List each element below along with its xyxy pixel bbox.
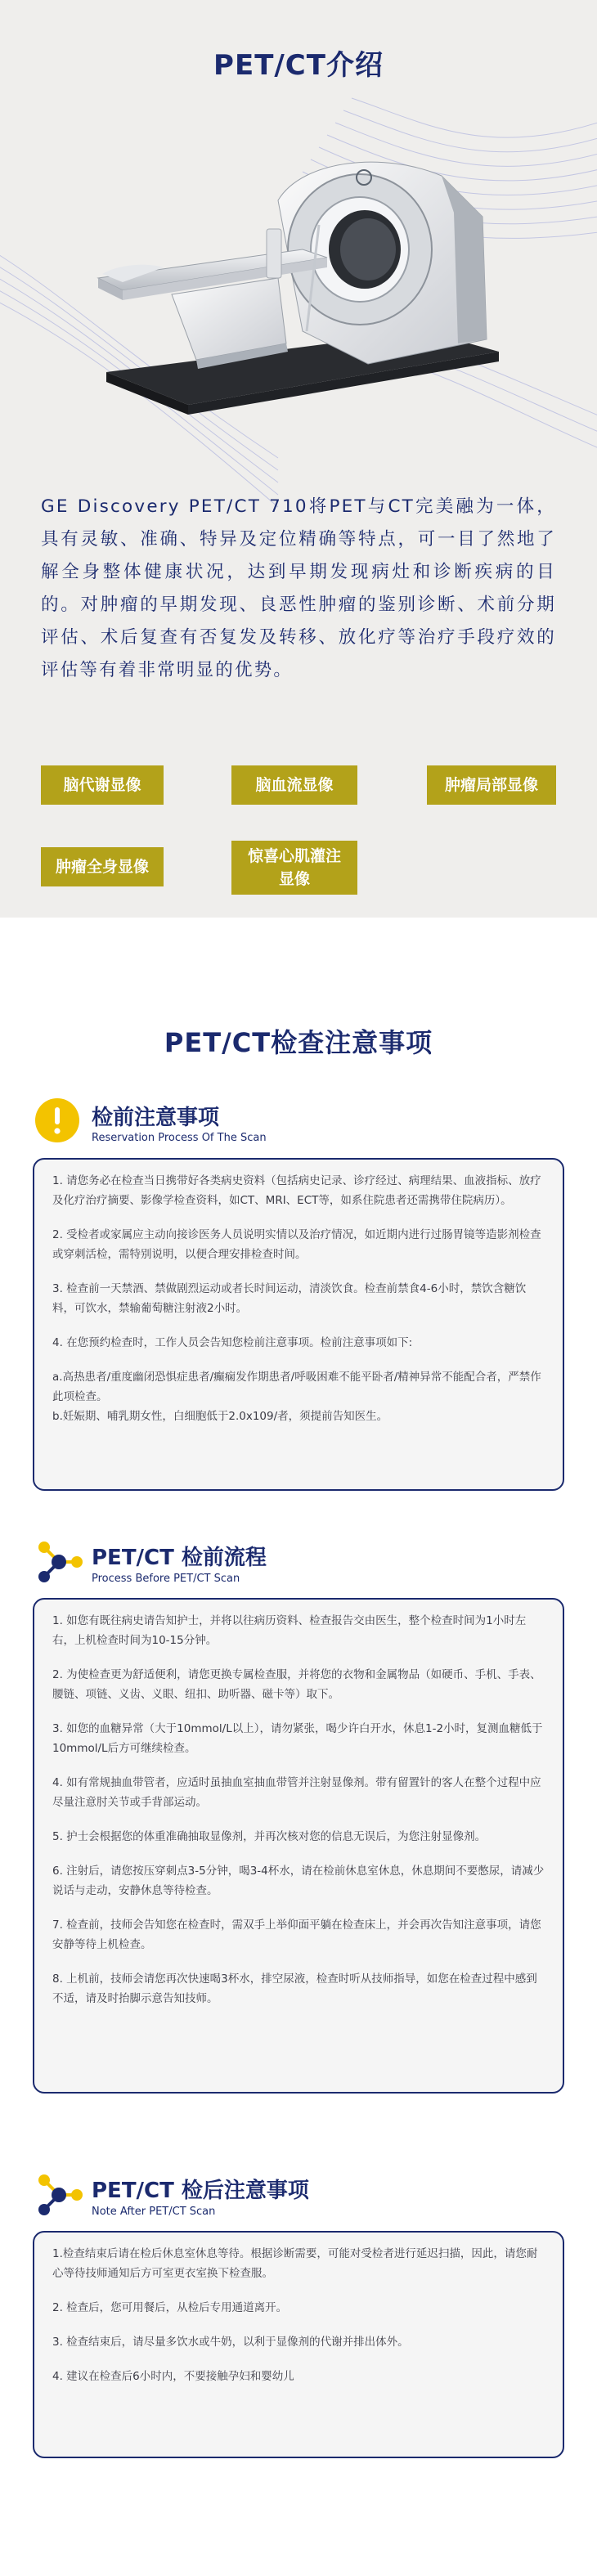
before-scan-header [33, 1096, 556, 1153]
intro-title: PET/CT介绍 [213, 49, 384, 82]
intro-paragraph: GE Discovery PET/CT 710将PET与CT完美融为一体，具有灵敏、准确、特异及定位精确等特点，可一目了然地了解全身整体健康状况，达到早期发现病灶和诊断疾病的目的。对肿瘤的早期发现、良恶性肿瘤的鉴别诊断、术前分期评估、术后复查有否复发及转移、放化疗等治疗手段疗效的评估等有着非常明显的优势。 [41, 496, 556, 680]
feature-chip-tumor-local [427, 765, 556, 805]
process-item: 6. 注射后，请您按压穿刺点3-5分钟，喝3-4杯水，请在检前休息室休息，休息期间不要憋尿，请减少说话与走动，安静休息等待检查。 [52, 1865, 545, 1897]
process-item: 8. 上机前，技师会请您再次快速喝3杯水，排空尿液，检查时听从技师指导，如您在检查过程中感到不适，请及时抬脚示意告知技师。 [52, 1972, 537, 2005]
after-scan-box [33, 2231, 564, 2458]
process-item: 7. 检查前，技师会告知您在检查时，需双手上举仰面平躺在检查床上，并会再次告知注意事项，请您安静等待上机检查。 [52, 1919, 541, 1951]
molecule-icon [33, 1536, 85, 1588]
molecule-icon [33, 2169, 85, 2221]
intro-section [0, 0, 597, 918]
feature-chip-label: 脑代谢显像 [63, 776, 141, 794]
process-title: PET/CT 检前流程 [92, 1546, 267, 1570]
feature-chip-brain-bloodflow [231, 765, 357, 805]
notice-section-title: PET/CT检查注意事项 [164, 1027, 433, 1058]
after-scan-title: PET/CT 检后注意事项 [92, 2179, 309, 2203]
before-scan-item: b.妊娠期、哺乳期女性，白细胞低于2.0x109/者，须提前告知医生。 [52, 1410, 388, 1423]
process-item: 2. 为使检查更为舒适便利，请您更换专属检查服，并将您的衣物和金属物品（如硬币、手机、手表、腰链、项链、义齿、义眼、纽扣、助听器、磁卡等）取下。 [52, 1668, 541, 1701]
process-box [33, 1598, 564, 2094]
before-scan-item: 2. 受检者或家属应主动向接诊医务人员说明实情以及治疗情况，如近期内进行过肠胃镜等造影剂检查或穿刺活检，需特别说明，以便合理安排检查时间。 [52, 1228, 541, 1261]
before-scan-item: 4. 在您预约检查时，工作人员会告知您检前注意事项。检前注意事项如下: [52, 1336, 413, 1349]
feature-chip-label: 肿瘤局部显像 [444, 776, 538, 794]
after-scan-header [33, 2169, 556, 2226]
process-item: 3. 如您的血糖异常（大于10mmol/L以上），请勿紧张，喝少许白开水，休息1-2小时，复测血糖低于10mmol/L后方可继续检查。 [52, 1722, 543, 1755]
process-item: 5. 护士会根据您的体重准确抽取显像剂，并再次核对您的信息无误后，为您注射显像剂。 [52, 1830, 487, 1843]
feature-chip-label: 惊喜心肌灌注显像 [247, 847, 341, 888]
feature-chip-label: 肿瘤全身显像 [55, 858, 149, 876]
feature-chip-label: 脑血流显像 [255, 776, 334, 794]
feature-chip-tumor-wholebody [41, 847, 164, 886]
after-scan-item: 4. 建议在检查后6小时内，不要接触孕妇和婴幼儿 [52, 2370, 294, 2383]
after-scan-subtitle: Note After PET/CT Scan [92, 2206, 216, 2218]
process-header [33, 1536, 556, 1593]
before-scan-box [33, 1158, 564, 1491]
before-scan-item: 3. 检查前一天禁酒、禁做剧烈运动或者长时间运动，清淡饮食。检查前禁食4-6小时，禁饮含糖饮料，可饮水，禁输葡萄糖注射液2小时。 [52, 1282, 527, 1315]
before-scan-subtitle: Reservation Process Of The Scan [92, 1132, 267, 1144]
pet-ct-scanner-image [74, 127, 532, 438]
before-scan-title: 检前注意事项 [92, 1106, 220, 1130]
after-scan-item: 1.检查结束后请在检后休息室休息等待。根据诊断需要，可能对受检者进行延迟扫描，因此，请您耐心等待技师通知后方可室更衣室换下检查服。 [52, 2247, 538, 2280]
after-scan-item: 2. 检查后，您可用餐后，从检后专用通道离开。 [52, 2301, 288, 2314]
before-scan-item: a.高热患者/重度幽闭恐惧症患者/癫痫发作期患者/呼吸困难不能平卧者/精神异常不能配合者，严禁作此项检查。 [52, 1371, 541, 1403]
warning-icon [33, 1096, 82, 1145]
feature-chip-brain-metabolism [41, 765, 164, 805]
process-subtitle: Process Before PET/CT Scan [92, 1573, 240, 1585]
before-scan-item: 1. 请您务必在检查当日携带好各类病史资料（包括病史记录、诊疗经过、病理结果、血液指标、放疗及化疗治疗摘要、影像学检查资料，如CT、MRI、ECT等，如系住院患者还需携带住院病历）。 [52, 1174, 541, 1207]
feature-chip-myocardial-perfusion [231, 841, 357, 895]
after-scan-item: 3. 检查结束后，请尽量多饮水或牛奶，以利于显像剂的代谢并排出体外。 [52, 2336, 409, 2349]
process-item: 4. 如有常规抽血带管者，应适时虽抽血室抽血带管并注射显像剂。带有留置针的客人在整个过程中应尽量注意肘关节或手背部运动。 [52, 1776, 541, 1809]
process-item: 1. 如您有既往病史请告知护士，并将以往病历资料、检查报告交由医生，整个检查时间为1小时左右，上机检查时间为10-15分钟。 [52, 1614, 527, 1647]
